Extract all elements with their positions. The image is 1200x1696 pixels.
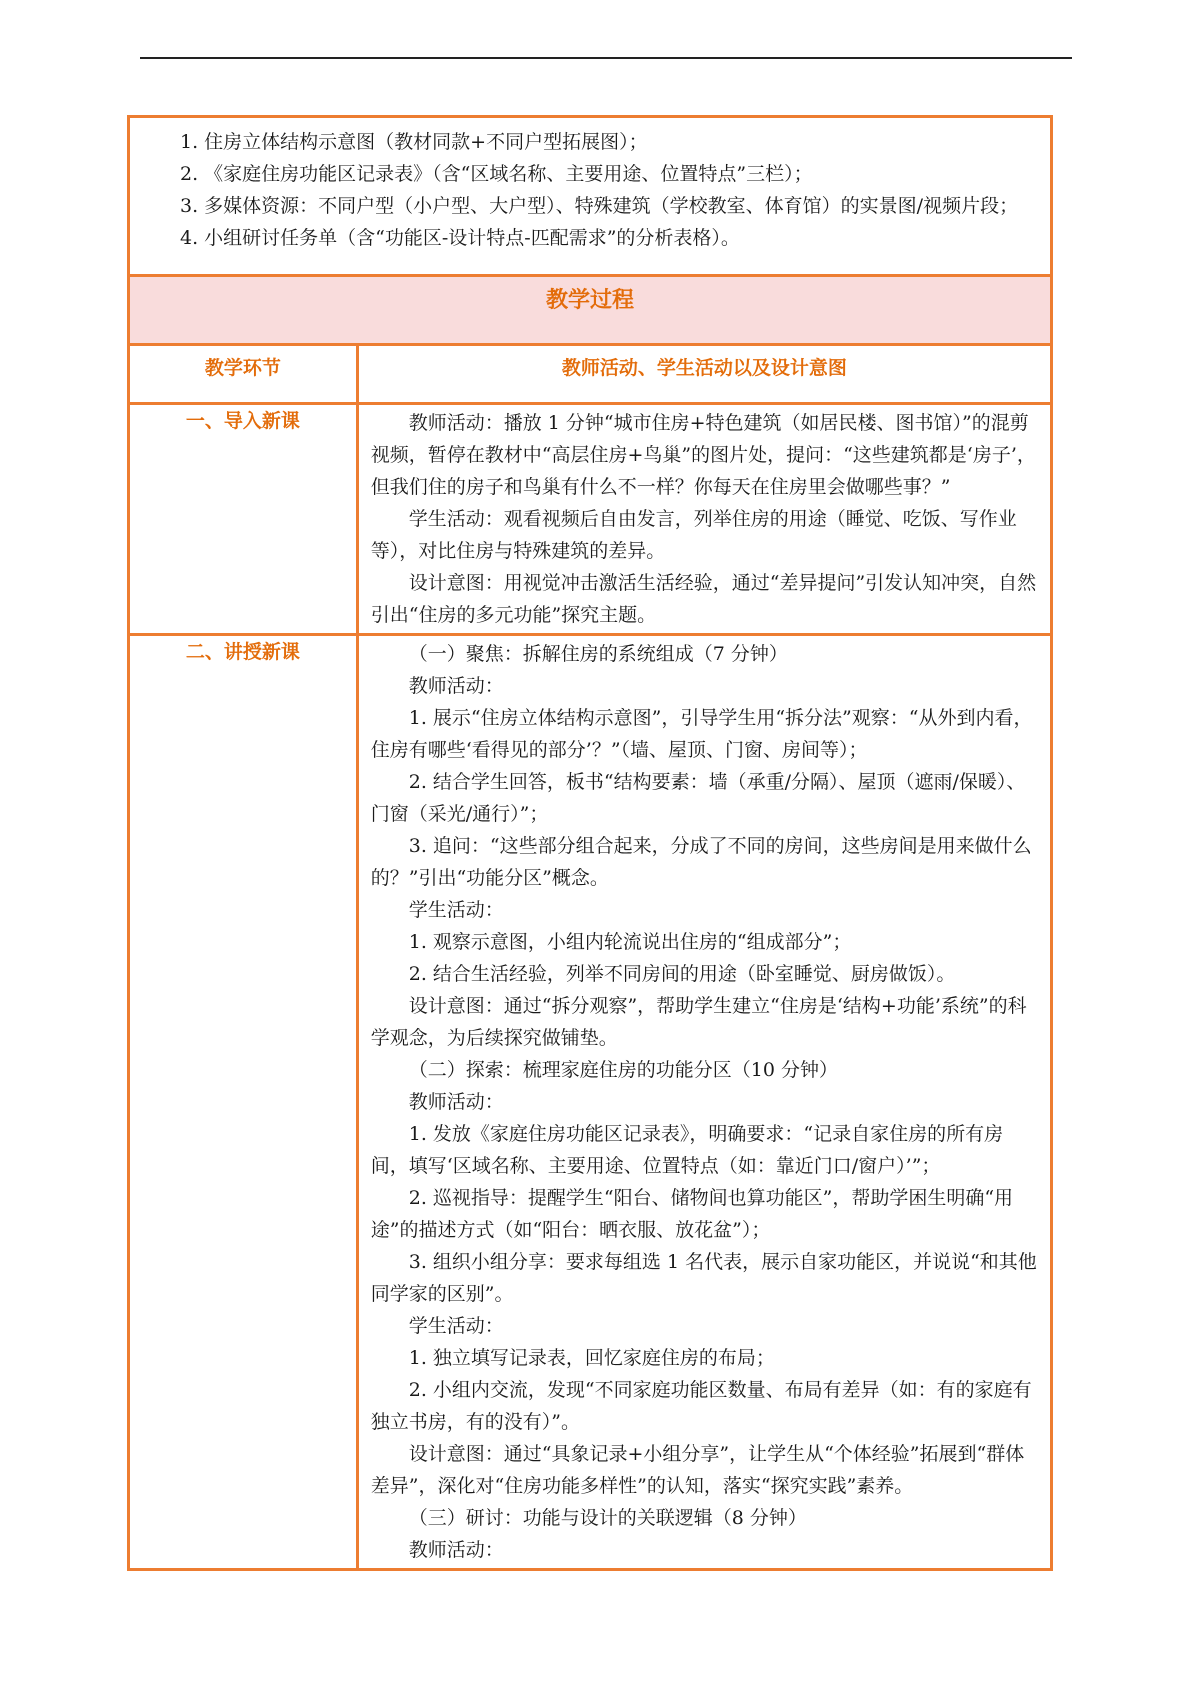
paragraph: 1. 观察示意图，小组内轮流说出住房的“组成部分”； [408,931,852,953]
process-banner-row [129,276,1052,345]
paragraph: 学生活动： [408,899,504,921]
material-item: 1. 住房立体结构示意图（教材同款+不同户型拓展图）； [180,131,648,153]
paragraph: 教师活动： [408,675,504,697]
material-item: 4. 小组研讨任务单（含“功能区-设计特点-匹配需求”的分析表格）。 [180,227,740,249]
paragraph: 设计意图：通过“具象记录+小组分享”，让学生从“个体经验”拓展到“群体差异”，深化对“住房功能多样性”的认知，落实“探究实践”素养。 [370,1443,1025,1497]
section-row-intro [129,404,1052,635]
paragraph: 2. 结合生活经验，列举不同房间的用途（卧室睡觉、厨房做饭）。 [408,963,956,985]
paragraph: 教师活动： [408,1091,504,1113]
paragraph: 1. 发放《家庭住房功能区记录表》，明确要求：“记录自家住房的所有房间，填写‘区域名称、主要用途、位置特点（如：靠近门口/窗户）’”； [370,1123,1004,1177]
column-header-activities: 教师活动、学生活动以及设计意图 [357,345,1051,404]
lesson-plan-table [127,115,1053,1571]
paragraph: 1. 独立填写记录表，回忆家庭住房的布局； [408,1347,775,1369]
paragraph: 3. 组织小组分享：要求每组选 1 名代表，展示自家功能区，并说说“和其他同学家的区别”。 [370,1251,1037,1305]
paragraph: 学生活动：观看视频后自由发言，列举住房的用途（睡觉、吃饭、写作业等），对比住房与特殊建筑的差异。 [370,508,1017,562]
paragraph: 设计意图：通过“拆分观察”，帮助学生建立“住房是‘结构+功能’系统”的科学观念，为后续探究做铺垫。 [370,995,1027,1049]
paragraph: （二）探索：梳理家庭住房的功能分区（10 分钟） [408,1059,838,1081]
paragraph: 学生活动： [408,1315,504,1337]
paragraph: （一）聚焦：拆解住房的系统组成（7 分钟） [408,643,788,665]
paragraph: 教师活动：播放 1 分钟“城市住房+特色建筑（如居民楼、图书馆）”的混剪视频，暂停在教材中“高层住房+鸟巢”的图片处，提问：“这些建筑都是‘房子’，但我们住的房子和鸟巢有什么不一样？你每天在住房里会做哪些事？” [370,412,1036,498]
column-header-stage: 教学环节 [129,345,358,404]
materials-cell [129,117,1052,276]
material-item: 2. 《家庭住房功能区记录表》（含“区域名称、主要用途、位置特点”三栏）； [180,163,813,185]
paragraph: 3. 追问：“这些部分组合起来，分成了不同的房间，这些房间是用来做什么的？”引出“功能分区”概念。 [370,835,1032,889]
paragraph: 2. 小组内交流，发现“不同家庭功能区数量、布局有差异（如：有的家庭有独立书房，有的没有）”。 [370,1379,1032,1433]
section-row-lecture [129,635,1052,1570]
section-content-lecture [357,635,1051,1570]
section-content-intro [357,404,1051,635]
header-rule [140,57,1072,59]
process-title: 教学过程 [129,276,1052,345]
paragraph: 教师活动： [408,1539,504,1561]
section-label-intro: 一、导入新课 [129,404,358,635]
paragraph: （三）研讨：功能与设计的关联逻辑（8 分钟） [408,1507,807,1529]
paragraph: 设计意图：用视觉冲击激活生活经验，通过“差异提问”引发认知冲突，自然引出“住房的多元功能”探究主题。 [370,572,1037,626]
material-item: 3. 多媒体资源：不同户型（小户型、大户型）、特殊建筑（学校教室、体育馆）的实景图/视频片段； [180,195,1019,217]
paragraph: 2. 巡视指导：提醒学生“阳台、储物间也算功能区”，帮助学困生明确“用途”的描述方式（如“阳台：晒衣服、放花盆”）； [370,1187,1014,1241]
section-label-lecture: 二、讲授新课 [129,635,358,1570]
materials-row [129,117,1052,276]
paragraph: 2. 结合学生回答，板书“结构要素：墙（承重/分隔）、屋顶（遮雨/保暖）、门窗（采光/通行）”； [370,771,1026,825]
paragraph: 1. 展示“住房立体结构示意图”，引导学生用“拆分法”观察：“从外到内看，住房有哪些‘看得见的部分’？”（墙、屋顶、门窗、房间等）； [370,707,1033,761]
column-header-row [129,345,1052,404]
